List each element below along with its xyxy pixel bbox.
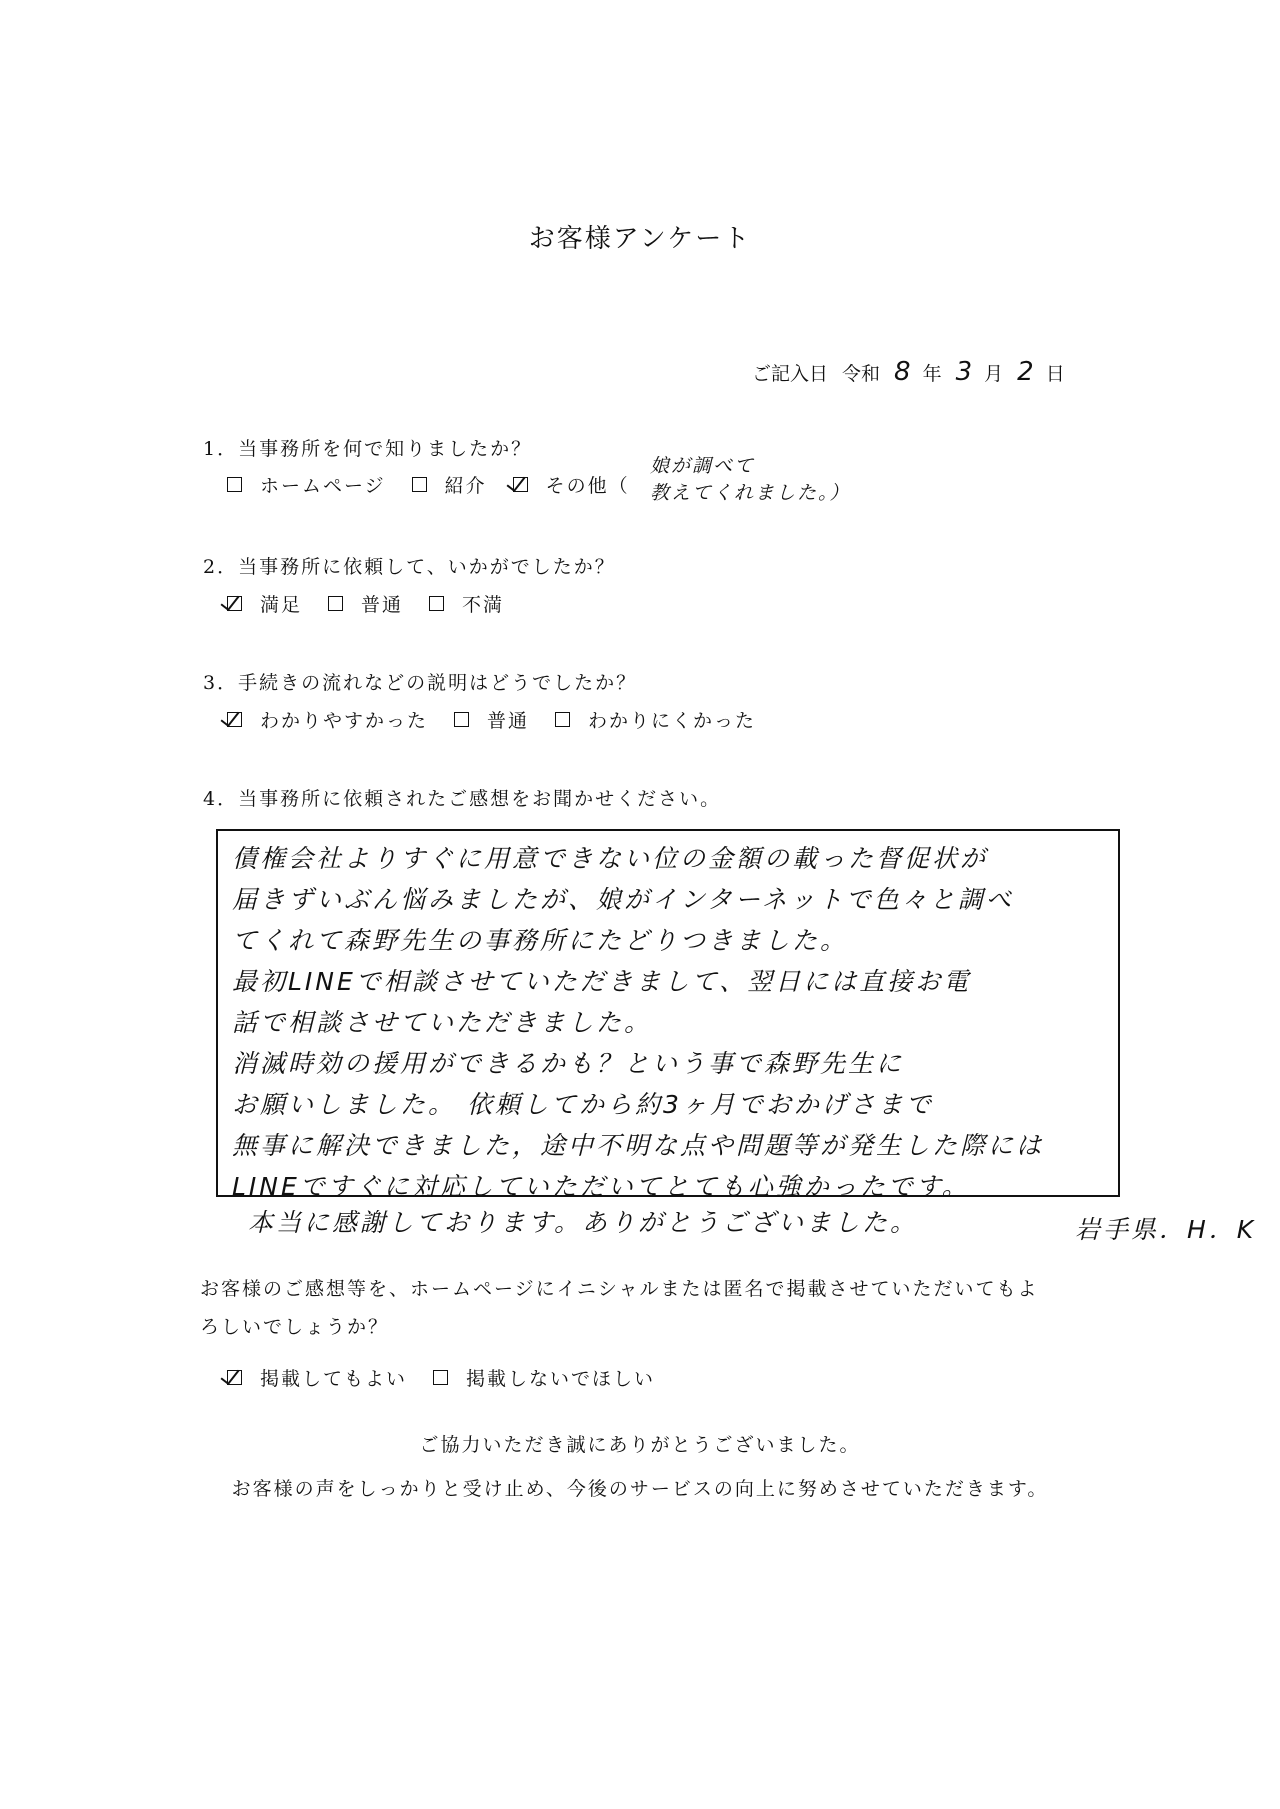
date-year: 8 [894, 357, 911, 387]
q1-other-handwritten-note [650, 453, 851, 507]
date-era: 令和 [842, 363, 881, 385]
comment-line: お願いしました。 依頼してから約3ヶ月でおかげさまで [232, 1090, 934, 1119]
comment-line: てくれて森野先生の事務所にたどりつきました。 [232, 926, 849, 955]
question-1: 1．当事務所を何で知りましたか？ [203, 438, 533, 460]
q3-option-label: わかりやすかった [260, 710, 429, 732]
closing-thanks: ご協力いただき誠にありがとうございました。 [419, 1434, 861, 1456]
date-label: ご記入日 [752, 363, 829, 385]
date-day-unit: 日 [1045, 363, 1065, 385]
q2-option-label: 満足 [260, 594, 303, 616]
consent-options [227, 1364, 681, 1391]
comment-line: 最初LINEで相談させていただきまして、翌日には直接お電 [232, 967, 972, 996]
q2-option-normal[interactable] [328, 590, 403, 617]
comment-line: 消滅時効の援用ができるかも？という事で森野先生に [232, 1049, 905, 1078]
q1-checkbox-other[interactable] [513, 477, 528, 492]
question-3-options [227, 706, 782, 733]
consent-option-deny[interactable] [433, 1364, 655, 1391]
q3-checkbox-normal[interactable] [454, 712, 469, 727]
q1-option-homepage[interactable] [227, 471, 386, 498]
date-month-unit: 月 [984, 363, 1004, 385]
q2-checkbox-normal[interactable] [328, 596, 343, 611]
handwritten-comment [232, 838, 1044, 1207]
q3-checkbox-hard[interactable] [555, 712, 570, 727]
q3-option-label: 普通 [487, 710, 530, 732]
q2-option-satisfied[interactable] [227, 590, 302, 617]
consent-checkbox-allow[interactable] [227, 1370, 242, 1385]
comment-line: 債権会社よりすぐに用意できない位の金額の載った督促状が [232, 844, 989, 873]
q1-other-note-line: 教えてくれました。） [650, 482, 851, 504]
consent-option-label: 掲載してもよい [260, 1368, 408, 1390]
q2-checkbox-satisfied[interactable] [227, 596, 242, 611]
consent-question-line: お客様のご感想等を、ホームページにイニシャルまたは匿名で掲載させていただいてもよ [200, 1278, 1039, 1300]
survey-title: お客様アンケート [528, 224, 752, 254]
q2-option-label: 不満 [462, 594, 505, 616]
date-year-unit: 年 [922, 363, 942, 385]
q1-checkbox-homepage[interactable] [227, 477, 242, 492]
q2-option-label: 普通 [361, 594, 404, 616]
comment-line: 話で相談させていただきました。 [232, 1008, 653, 1037]
q2-checkbox-dissatisfied[interactable] [429, 596, 444, 611]
q1-other-note-line: 娘が調べて [650, 455, 756, 477]
q3-checkbox-easy[interactable] [227, 712, 242, 727]
comment-line: 無事に解決できました，途中不明な点や問題等が発生した際には [232, 1131, 1045, 1160]
question-3: 3．手続きの流れなどの説明はどうでしたか？ [203, 672, 638, 694]
consent-option-allow[interactable] [227, 1364, 407, 1391]
q1-option-label: 紹介 [444, 475, 487, 497]
q1-option-label: その他（ [545, 475, 630, 497]
q1-option-other[interactable] [513, 471, 630, 498]
date-month: 3 [955, 357, 973, 387]
q3-option-label: わかりにくかった [588, 710, 757, 732]
date-day: 2 [1017, 357, 1034, 387]
question-4: 4．当事務所に依頼されたご感想をお聞かせください。 [203, 788, 722, 810]
q3-option-normal[interactable] [454, 706, 529, 733]
date-row [752, 357, 1065, 387]
q1-option-referral[interactable] [412, 471, 487, 498]
comment-line: LINEですぐに対応していただいてとても心強かったです。 [232, 1172, 970, 1201]
consent-question-line: ろしいでしょうか？ [200, 1316, 390, 1338]
consent-option-label: 掲載しないでほしい [466, 1368, 656, 1390]
question-1-options [227, 471, 656, 498]
q3-option-easy[interactable] [227, 706, 428, 733]
closing-message: お客様の声をしっかりと受け止め、今後のサービスの向上に努めさせていただきます。 [231, 1478, 1049, 1500]
question-2: 2．当事務所に依頼して、いかがでしたか？ [203, 556, 616, 578]
question-2-options [227, 590, 530, 617]
comment-line: 届きずいぶん悩みましたが、娘がインターネットで色々と調べ [232, 885, 1014, 914]
q2-option-dissatisfied[interactable] [429, 590, 504, 617]
comment-closing-line: 本当に感謝しております。ありがとうございました。 [248, 1208, 919, 1237]
publication-consent [200, 1270, 1038, 1346]
consent-checkbox-deny[interactable] [433, 1370, 448, 1385]
q3-option-hard[interactable] [555, 706, 756, 733]
q1-checkbox-referral[interactable] [412, 477, 427, 492]
respondent-signature: 岩手県．H．K [1075, 1215, 1257, 1244]
q1-option-label: ホームページ [260, 475, 386, 497]
